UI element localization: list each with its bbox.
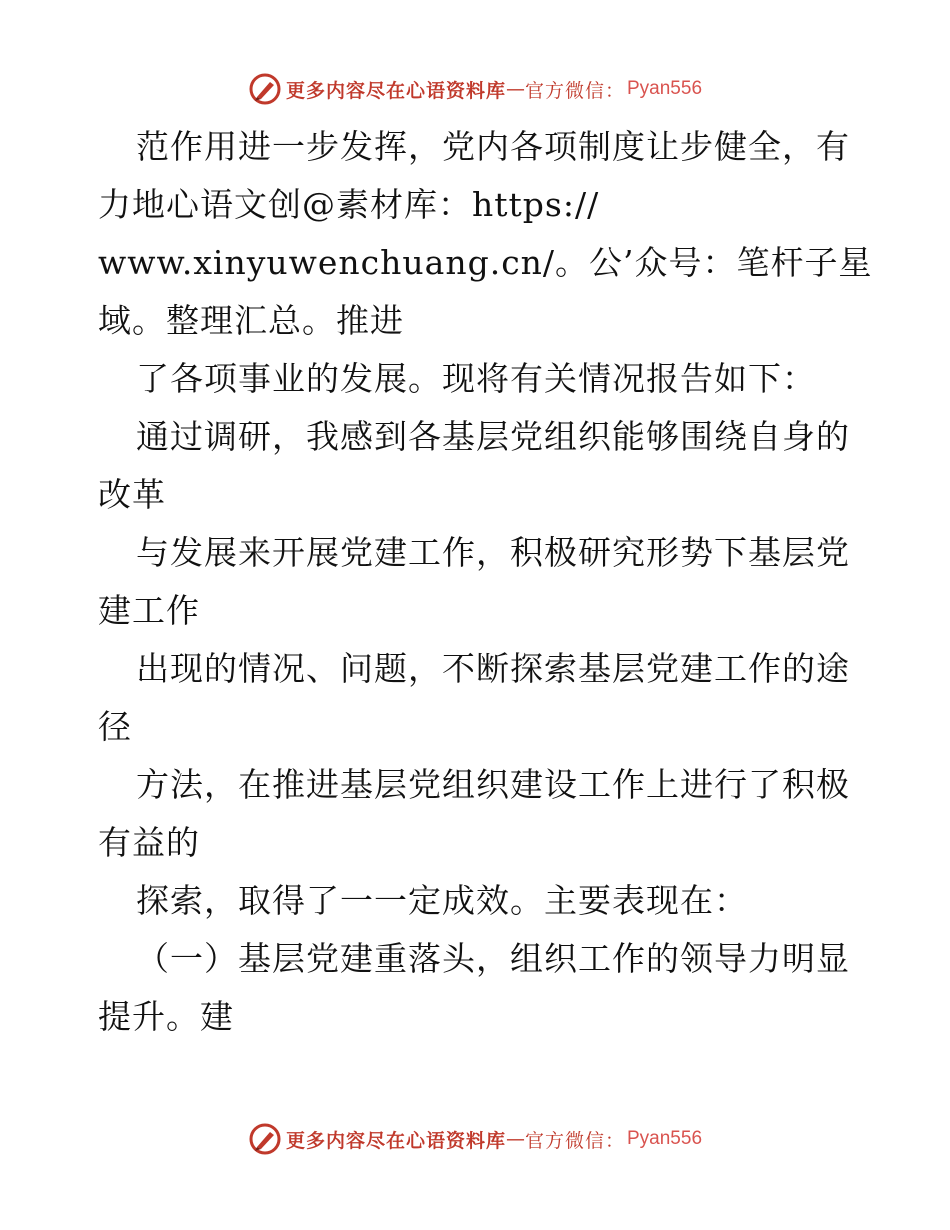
banner-dash: —: [505, 1128, 525, 1150]
document-line: 力地心语文创@素材库：https://: [98, 185, 600, 224]
banner-wechat-id: Pyan556: [627, 1128, 703, 1149]
banner-brand-text: 更多内容尽在心语资料库: [285, 1129, 506, 1152]
document-line: 建工作: [98, 591, 200, 630]
header-banner: [0, 72, 950, 106]
banner-brand-text: 更多内容尽在心语资料库: [285, 79, 506, 102]
document-line: 了各项事业的发展。现将有关情况报告如下：: [136, 359, 816, 398]
document-line: 出现的情况、问题，不断探索基层党建工作的途: [136, 649, 850, 688]
document-line: 提升。建: [98, 997, 234, 1036]
footer-banner: [0, 1122, 950, 1156]
document-line: 有益的: [98, 823, 200, 862]
pen-logo-icon: [248, 72, 282, 106]
document-line: 改革: [98, 475, 166, 514]
document-line: 通过调研，我感到各基层党组织能够围绕自身的: [136, 417, 850, 456]
document-body: [98, 118, 878, 1046]
document-line: 探索，取得了一一定成效。主要表现在：: [136, 881, 748, 920]
document-line: 方法，在推进基层党组织建设工作上进行了积极: [136, 765, 850, 804]
document-line: 范作用进一步发挥，党内各项制度让步健全，有: [136, 127, 850, 166]
banner-contact-label: 官方微信：: [524, 79, 625, 102]
document-line: www.xinyuwenchuang.cn/。公’众号：笔杆子星: [98, 243, 873, 282]
document-line: 径: [98, 707, 132, 746]
document-line: 域。整理汇总。推进: [98, 301, 404, 340]
pen-logo-icon: [248, 1122, 282, 1156]
banner-contact-label: 官方微信：: [524, 1129, 625, 1152]
document-line: （一）基层党建重落头，组织工作的领导力明显: [136, 939, 850, 978]
banner-wechat-id: Pyan556: [627, 78, 703, 99]
banner-dash: —: [505, 78, 525, 100]
document-line: 与发展来开展党建工作，积极研究形势下基层党: [136, 533, 850, 572]
